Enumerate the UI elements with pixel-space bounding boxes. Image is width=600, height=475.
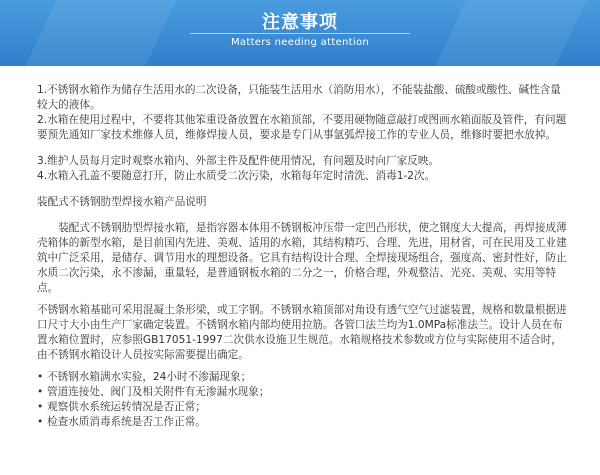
page-subtitle [0, 36, 600, 50]
list-item: • 管道连接处、阀门及相关附件有无渗漏水现象； [37, 385, 569, 400]
note-4: 4.水箱入孔盖不要随意打开，防止水质受二次污染，水箱每年定时清洗、消毒1-2次。 [37, 170, 436, 182]
list-item: • 检查水质消毒系统是否工作正常。 [37, 415, 569, 430]
note-1: 1.不锈钢水箱作为储存生活用水的二次设备，只能装生活用水（消防用水），不能装盐酸、硫酸或酸性、碱性含量较大的液体。 [37, 84, 561, 111]
page-title: 注意事项 [262, 12, 338, 33]
list-item: • 不锈钢水箱满水实验，24小时不渗漏现象； [37, 370, 569, 385]
note-2: 2.水箱在使用过程中，不要将其他笨重设备放置在水箱顶部，不要用硬物随意敲打或图画水箱面版及管件，有问题要预先通知厂家技术维修人员，维修焊接人员，要求是专门从事氩弧焊接工作的专业人员，维修时要把水放掉。 [37, 114, 567, 141]
title-divider [190, 33, 410, 34]
header-banner [0, 0, 600, 66]
checklist [37, 370, 569, 430]
paragraph-1: 装配式不锈钢肋型焊接水箱，是指容器本体用不锈钢板冲压带一定凹凸形状，使之钢度大大提高，再焊接成薄壳箱体的新型水箱，是目前国内先进、美观、适用的水箱，其结构精巧、合理、先进，用材省，可在民用及工业建筑中广泛采用，是储存、调节用水的理想设备。它具有结构设计合理、全焊接现场组合，强度高、密封性好，防止水质二次污染，永不渗漏，重量轻，是普通钢板水箱的二分之一，价格合理，外观整洁、光亮、美观、实用等特点。 [37, 222, 567, 294]
note-3: 3.维护人员每月定时观察水箱内、外部主件及配件使用情况，有问题及时向厂家反映。 [37, 155, 440, 167]
list-item: • 观察供水系统运转情况是否正常； [37, 400, 569, 415]
page-subtitle-text: Matters needing attention [231, 37, 369, 48]
content [37, 83, 569, 430]
section-title: 装配式不锈钢肋型焊接水箱产品说明 [37, 196, 207, 208]
paragraph-2: 不锈钢水箱基础可采用混凝土条形梁，或工字钢。不锈钢水箱顶部对角设有透气空气过滤装置，规格和数量根据进口尺寸大小由生产厂家确定装置。不锈钢水箱内部均使用拉筋。各管口法兰均为1.0MPa标准法兰。设计人员在布置水箱位置时，应参照GB17051-1997二次供水设施卫生规范。水箱规格技术参数或方位与实际使用不适合时，由不锈钢水箱设计人员按实际需要提出确定。 [37, 304, 567, 361]
